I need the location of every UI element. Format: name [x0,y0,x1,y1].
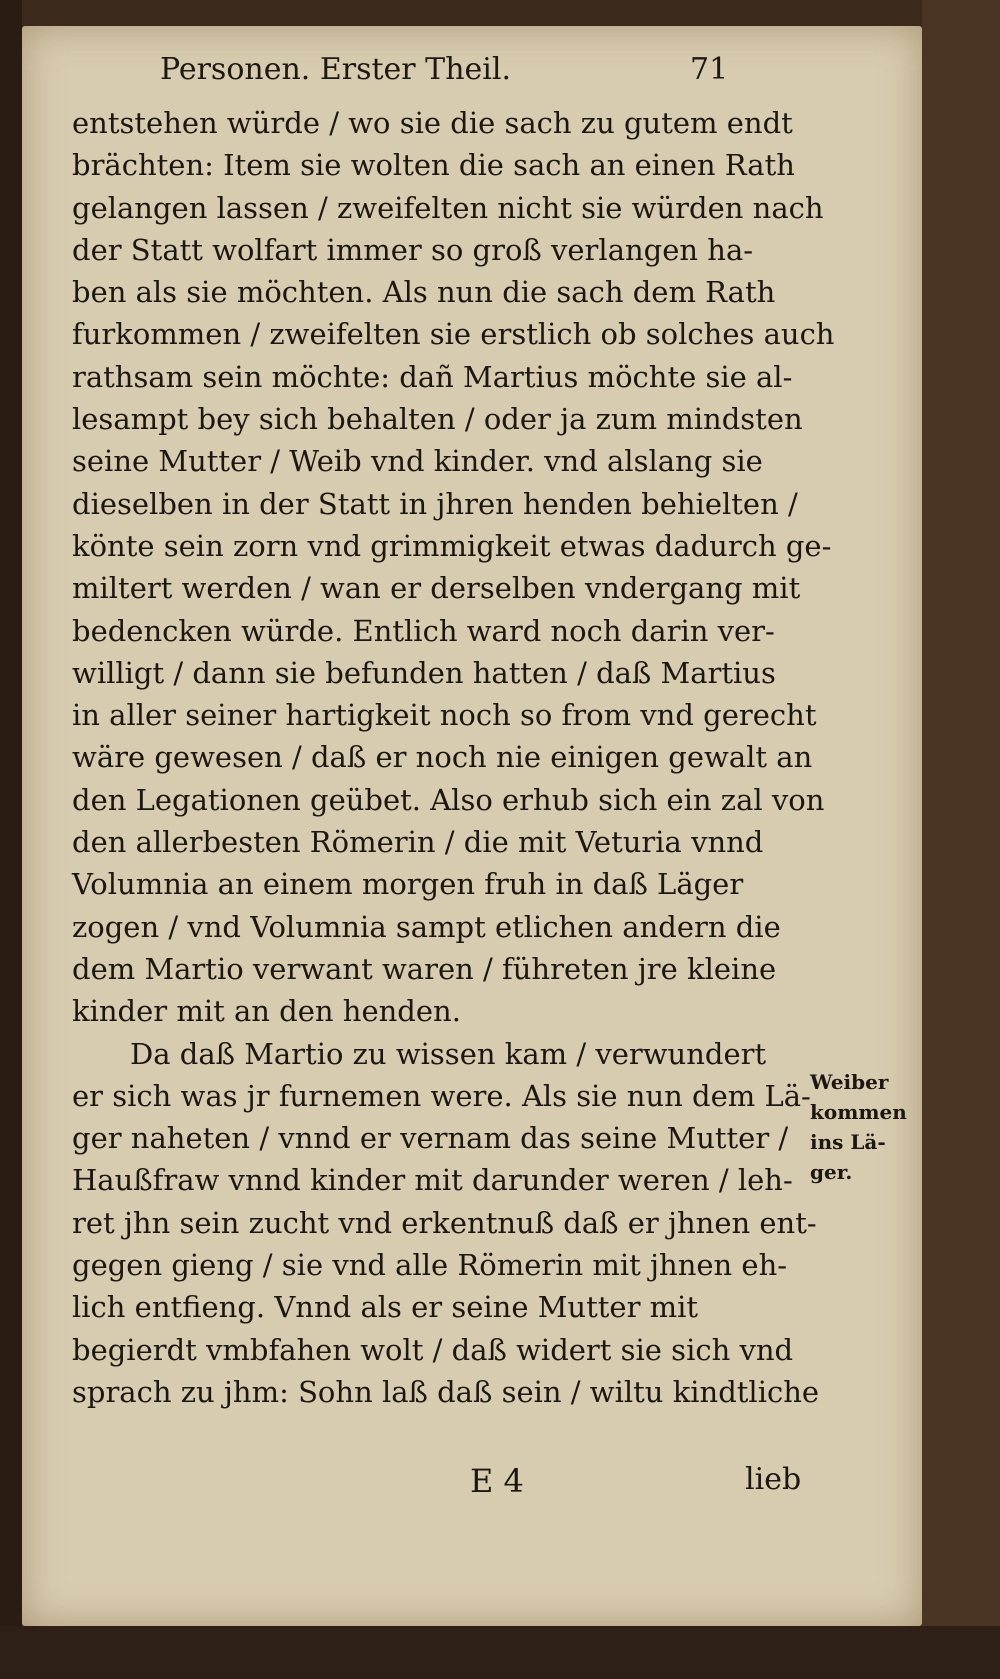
text-line: ger naheten / vnnd er vernam das seine Mutter / [72,1121,789,1156]
catchword: lieb [745,1462,802,1497]
text-line: Da daß Martio zu wissen kam / verwundert [130,1036,767,1071]
page-footer [470,1462,810,1512]
text-line: lich entfieng. Vnnd als er seine Mutter mit [72,1290,699,1325]
text-line: der Statt wolfart immer so groß verlangen ha- [72,232,754,267]
margin-note-line: Weiber [810,1070,889,1094]
text-line: kinder mit an den henden. [72,994,461,1029]
book-binding-edge [0,0,22,1679]
text-line: brächten: Item sie wolten die sach an einen Rath [72,148,795,183]
text-line: Haußfraw vnnd kinder mit darunder weren / leh- [72,1163,793,1198]
text-line: den Legationen geübet. Also erhub sich ein zal von [72,782,825,817]
page-number: 71 [690,52,729,87]
text-line: er sich was jr furnemen were. Als sie nun dem Lä- [72,1078,811,1113]
text-line: miltert werden / wan er derselben vndergang mit [72,571,801,606]
body-text [72,102,835,1413]
text-line: gelangen lassen / zweifelten nicht sie würden nach [72,190,824,225]
book-bottom-edge [0,1626,1000,1679]
page-header [150,52,800,92]
book-fore-edge [922,0,1000,1679]
text-line: ret jhn sein zucht vnd erkentnuß daß er jhnen ent- [72,1205,817,1240]
text-line: seine Mutter / Weib vnd kinder. vnd alslang sie [72,444,763,479]
text-line: dem Martio verwant waren / führeten jre kleine [72,951,777,986]
margin-note-line: kommen [810,1100,907,1124]
text-line: sprach zu jhm: Sohn laß daß sein / wiltu kindtliche [72,1374,820,1409]
margin-note-line: ins Lä- [810,1130,886,1154]
text-line: könte sein zorn vnd grimmigkeit etwas dadurch ge- [72,528,832,563]
text-line: in aller seiner hartigkeit noch so from vnd gerecht [72,698,817,733]
text-line: lesampt bey sich behalten / oder ja zum mindsten [72,402,803,437]
text-line: rathsam sein möchte: dañ Martius möchte sie al- [72,359,793,394]
running-title: Personen. Erster Theil. [160,52,511,87]
text-line: gegen gieng / sie vnd alle Römerin mit jhnen eh- [72,1248,788,1283]
margin-note [810,1067,910,1187]
text-line: den allerbesten Römerin / die mit Veturia vnnd [72,825,764,860]
text-line: furkommen / zweifelten sie erstlich ob solches auch [72,317,835,352]
text-line: willigt / dann sie befunden hatten / daß Martius [72,655,776,690]
text-line: ben als sie möchten. Als nun die sach dem Rath [72,275,776,310]
text-line: entstehen würde / wo sie die sach zu gutem endt [72,106,793,140]
signature-mark: E 4 [470,1462,524,1500]
text-line: Volumnia an einem morgen fruh in daß Läger [72,867,744,902]
text-line: wäre gewesen / daß er noch nie einigen gewalt an [72,740,813,775]
text-line: begierdt vmbfahen wolt / daß widert sie sich vnd [72,1332,794,1367]
margin-note-line: ger. [810,1160,853,1184]
text-line: bedencken würde. Entlich ward noch darin ver- [72,613,775,648]
text-line: zogen / vnd Volumnia sampt etlichen andern die [72,909,781,944]
text-line: dieselben in der Statt in jhren henden behielten / [72,486,798,521]
